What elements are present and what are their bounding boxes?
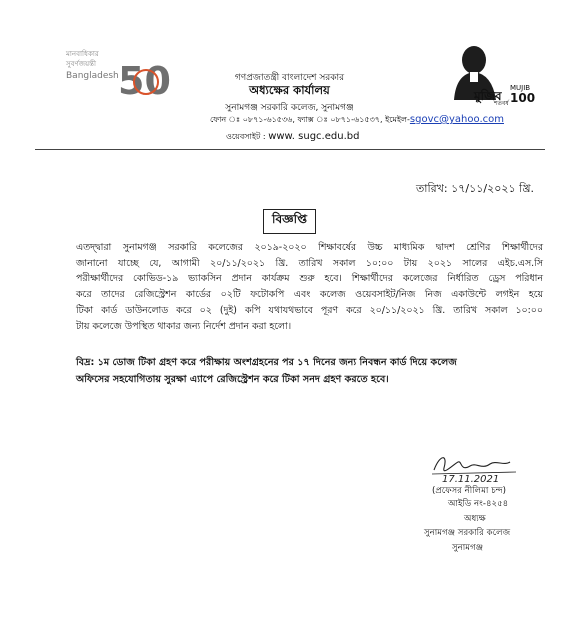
header-college-address: সুনামগঞ্জ সরকারি কলেজ, সুনামগঞ্জ xyxy=(225,103,354,113)
signatory-id: আইডি নং-৪২৫৪ xyxy=(448,499,509,509)
body-line: এতদ্দ্বারা সুনামগঞ্জ সরকারি কলেজের ২০১৯-২০২০ শিক্ষাবর্ষের উচ্চ মাধ্যমিক দ্বাদশ শ্রেণির শিক্ষার্থীদের xyxy=(76,242,543,253)
body-line: টায় কলেজে উপস্থিত থাকার জন্য নির্দেশ প্রদান করা হলো। xyxy=(76,320,292,332)
header-office-title: অধ্যক্ষের কার্যালয় xyxy=(249,83,330,97)
notice-title: বিজ্ঞপ্তি xyxy=(263,209,316,234)
signatory-college: সুনামগঞ্জ সরকারি কলেজ xyxy=(424,528,511,538)
body-line: পরীক্ষার্থীদের কোভিড-১৯ ভ্যাকসিন প্রদান কার্যক্রম শুরু হবে। শিক্ষার্থীদের কলেজের নির্ধারিত ড্রেস পরিধান xyxy=(76,273,543,285)
header-government: গণপ্রজাতন্ত্রী বাংলাদেশ সরকার xyxy=(234,73,345,83)
note-line: বিদ্র: ১ম ডোজ টিকা গ্রহণ করে পরীক্ষায় অংশগ্রহনের পর ১৭ দিনের জন্য নিবন্ধন কার্ড দিয়ে কলেজ xyxy=(76,357,457,368)
signature-date: 17.11.2021 xyxy=(442,474,500,485)
logo-right-number: 100 xyxy=(510,91,536,105)
logo-left-number: 50 xyxy=(118,59,171,103)
email-link[interactable]: sgovc@yahoo.com xyxy=(409,114,504,125)
website-url[interactable]: www. sugc.edu.bd xyxy=(268,131,360,142)
notice-note xyxy=(76,355,546,388)
signatory-place: সুনামগঞ্জ xyxy=(452,543,484,553)
notice-body xyxy=(76,240,543,334)
logo-left-text-mid: সুবর্ণজয়ন্তী xyxy=(66,60,96,68)
body-line: টিকা কার্ড ডাউনলোড করে ০২ (দুই) কপি যথাযথভাবে পূরণ করে ২০/১১/২০২১ খ্রি. তারিখ সকাল ১০:০০ xyxy=(76,304,543,316)
logo-right-text-en: MUJIB xyxy=(510,84,531,92)
contact-phone-fax: ফোন ঃ ০৮৭১-৬১৫৩৬, ফ্যাক্স ঃ ০৮৭১-৬১৫৩৭, ইমেইল- xyxy=(210,115,410,124)
handwritten-signature xyxy=(430,448,530,484)
body-line: করে তাদের রেজিস্ট্রেশন কার্ডের ০২টি ফটোকপি এবং কলেজ ওয়েবসাইট/নিজ নিজ একাউন্টে লগইন হয়ে xyxy=(76,289,543,301)
header-contact-line xyxy=(210,114,504,127)
signatory-name: (প্রফেসর নীলিমা চন্দ) xyxy=(432,486,506,496)
logo-left-country: Bangladesh xyxy=(66,71,119,81)
signatory-designation: অধ্যক্ষ xyxy=(464,514,486,524)
logo-right-text-bn: মুজিব xyxy=(474,89,502,103)
body-line: জানানো যাচ্ছে যে, আগামী ২০/১১/২০২১ খ্রি. তারিখ সকাল ১০:০০ টায় ২০২১ সালের এইচ.এস.সি xyxy=(76,257,543,269)
header-website-line xyxy=(226,131,359,144)
header-divider xyxy=(35,149,545,150)
logo-right-text-bn2: শতবর্ষ xyxy=(494,100,509,107)
note-line: অফিসের সহযোগিতায় সুরক্ষা এ্যাপে রেজিস্ট্রেশন করে টিকা সনদ গ্রহণ করতে হবে। xyxy=(76,373,389,385)
logo-left-text-top: মানবাধিকার xyxy=(66,50,99,58)
document-date: তারিখ: ১৭/১১/২০২১ খ্রি. xyxy=(416,182,534,195)
notice-title-box xyxy=(0,208,579,234)
website-label: ওয়েবসাইট : xyxy=(226,132,269,141)
